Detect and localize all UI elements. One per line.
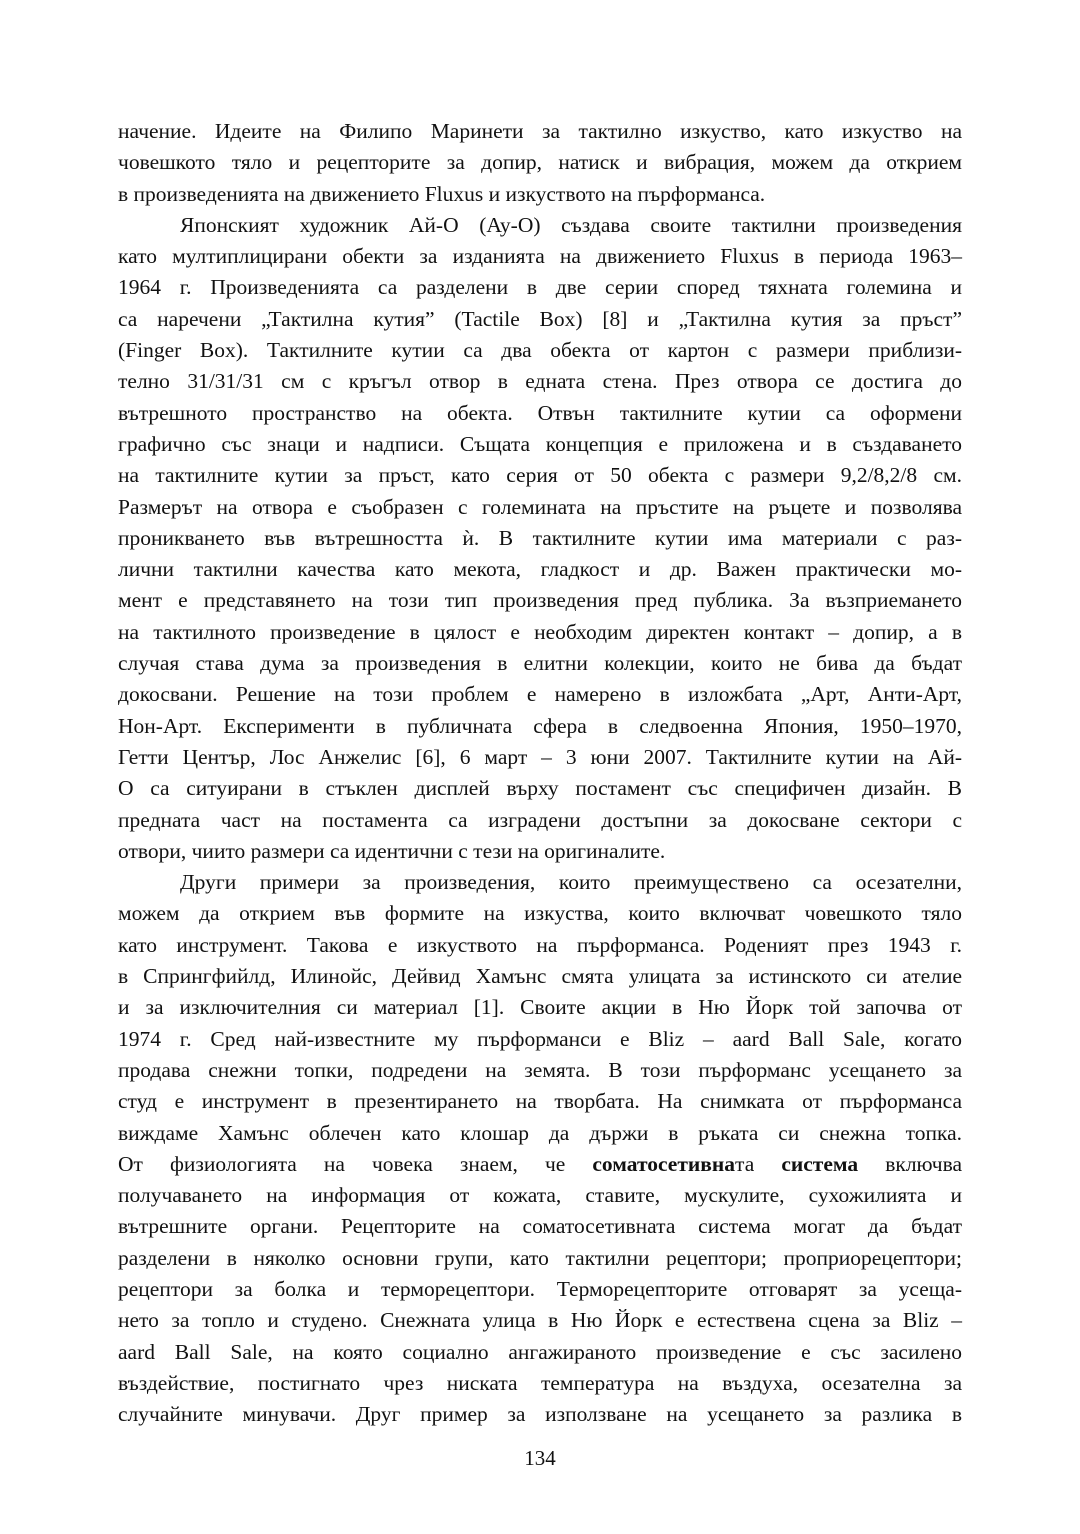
bold-term-system: система xyxy=(781,1151,859,1176)
text-line: начение. Идеите на Филипо Маринети за тактилно изкуство, като изкуство на xyxy=(118,119,962,143)
text-line: рецептори за болка и терморецептори. Терморецепторите отговарят за усеща- xyxy=(118,1276,962,1301)
text-line: на тактилното произведение в цялост е необходим директен контакт – допир, а в xyxy=(118,619,962,644)
text-line: О са ситуирани в стъклен дисплей върху постамент със специфичен дизайн. В xyxy=(118,776,962,801)
text-line: 1974 г. Сред най-известните му пърформанси е Bliz – aard Ball Sale, когато xyxy=(118,1026,962,1051)
text-line: можем да открием във формите на изкуства, които включват човешкото тяло xyxy=(118,901,962,926)
page-number: 134 xyxy=(524,1446,556,1470)
text-line: случая става дума за произведения в елитни колекции, които не бива да бъдат xyxy=(118,651,962,676)
page-body xyxy=(118,116,962,1430)
text-line: (Finger Box). Тактилните кутии са два обекта от картон с размери приблизи- xyxy=(118,338,962,363)
text-line: като инструмент. Такова е изкуството на пърформанса. Роденият през 1943 г. xyxy=(118,932,962,957)
text-line: случайните минувачи. Друг пример за използване на усещането за разлика в xyxy=(118,1402,962,1427)
text-line: 1964 г. Произведенията са разделени в две серии според тяхната големина и xyxy=(118,275,962,300)
text-line: на тактилните кутии за пръст, като серия от 50 обекта с размери 9,2/8,2/8 см. xyxy=(118,463,962,488)
text-line: нето за топло и студено. Снежната улица в Ню Йорк е естествена сцена за Bliz – xyxy=(118,1308,962,1333)
text-line: като мултиплицирани обекти за изданията на движението Fluxus в периода 1963– xyxy=(118,244,962,269)
text-line: лични тактилни качества като мекота, гладкост и др. Важен практически мо- xyxy=(118,557,962,582)
text-line: графично със знаци и надписи. Същата концепция е приложена и в създаването xyxy=(118,431,962,456)
text-line: виждаме Хамънс облечен като клошар да държи в ръката си снежна топка. xyxy=(118,1120,962,1145)
text-line: Размерът на отвора е съобразен с големината на пръстите на ръцете и позволява xyxy=(118,494,962,519)
text-line: въздействие, постигнато чрез ниската температура на въздуха, осезателна за xyxy=(118,1370,962,1395)
text-line: и за изключителния си материал [1]. Своите акции в Ню Йорк той започва от xyxy=(118,995,962,1020)
text-line: Други примери за произведения, които преимуществено са осезателни, xyxy=(180,870,962,895)
paragraph-2 xyxy=(118,210,962,867)
text-line: студ е инструмент в презентирането на творбата. На снимката от пърформанса xyxy=(118,1089,962,1114)
text-line: вътрешното пространство на обекта. Отвън тактилните кутии са оформени xyxy=(118,400,962,425)
text-line: човешкото тяло и рецепторите за допир, натиск и вибрация, можем да открием xyxy=(118,150,962,175)
text-line: продава снежни топки, подредени на земята. В този пърформанс усещането за xyxy=(118,1057,962,1082)
text-line: разделени в няколко основни групи, като тактилни рецептори; проприорецептори; xyxy=(118,1245,962,1270)
text-line: са наречени „Тактилна кутия” (Tactile Box) [8] и „Тактилна кутия за пръст” xyxy=(118,306,962,331)
text-line: предната част на постамента са изградени достъпни за докосване сектори с xyxy=(118,807,962,832)
text-line: Японският художник Ай-О (Ay-O) създава своите тактилни произведения xyxy=(180,212,962,237)
text-line: докосвани. Решение на този проблем е намерено в изложбата „Арт, Анти-Арт, xyxy=(118,682,962,707)
text-line: получаването на информация от кожата, ставите, мускулите, сухожилията и xyxy=(118,1183,962,1208)
text-line: телно 31/31/31 см с кръгъл отвор в едната стена. През отвора се достига до xyxy=(118,369,962,394)
paragraph-1 xyxy=(118,116,962,210)
text-line: проникването във вътрешността ѝ. В тактилните кутии има материали с раз- xyxy=(118,525,962,550)
bold-term-somatosensory: соматосетивна xyxy=(592,1151,736,1176)
text-line: в произведенията на движението Fluxus и изкуството на пърформанса. xyxy=(118,181,766,206)
paragraph-3 xyxy=(118,867,962,1430)
text-line: мент е представянето на този тип произведения пред публика. За възприемането xyxy=(118,588,962,613)
text-line: Нон-Арт. Експерименти в публичната сфера в следвоенна Япония, 1950–1970, xyxy=(118,713,962,738)
text-line-with-bold-terms xyxy=(118,1149,962,1180)
text-fragment: От физиологията на човека знаем, че xyxy=(118,1151,593,1176)
text-line: вътрешните органи. Рецепторите на соматосетивната система могат да бъдат xyxy=(118,1214,962,1239)
text-fragment: включва xyxy=(858,1151,963,1176)
text-line: отвори, чиито размери са идентични с тези на оригиналите. xyxy=(118,838,666,863)
text-line: aard Ball Sale, на която социално ангажираното произведение е със засилено xyxy=(118,1339,962,1364)
text-fragment: та xyxy=(735,1151,782,1176)
text-line: Гетти Център, Лос Анжелис [6], 6 март – 3 юни 2007. Тактилните кутии на Ай- xyxy=(118,744,962,769)
text-line: в Спрингфийлд, Илинойс, Дейвид Хамънс смята улицата за истинското си ателие xyxy=(118,964,962,989)
